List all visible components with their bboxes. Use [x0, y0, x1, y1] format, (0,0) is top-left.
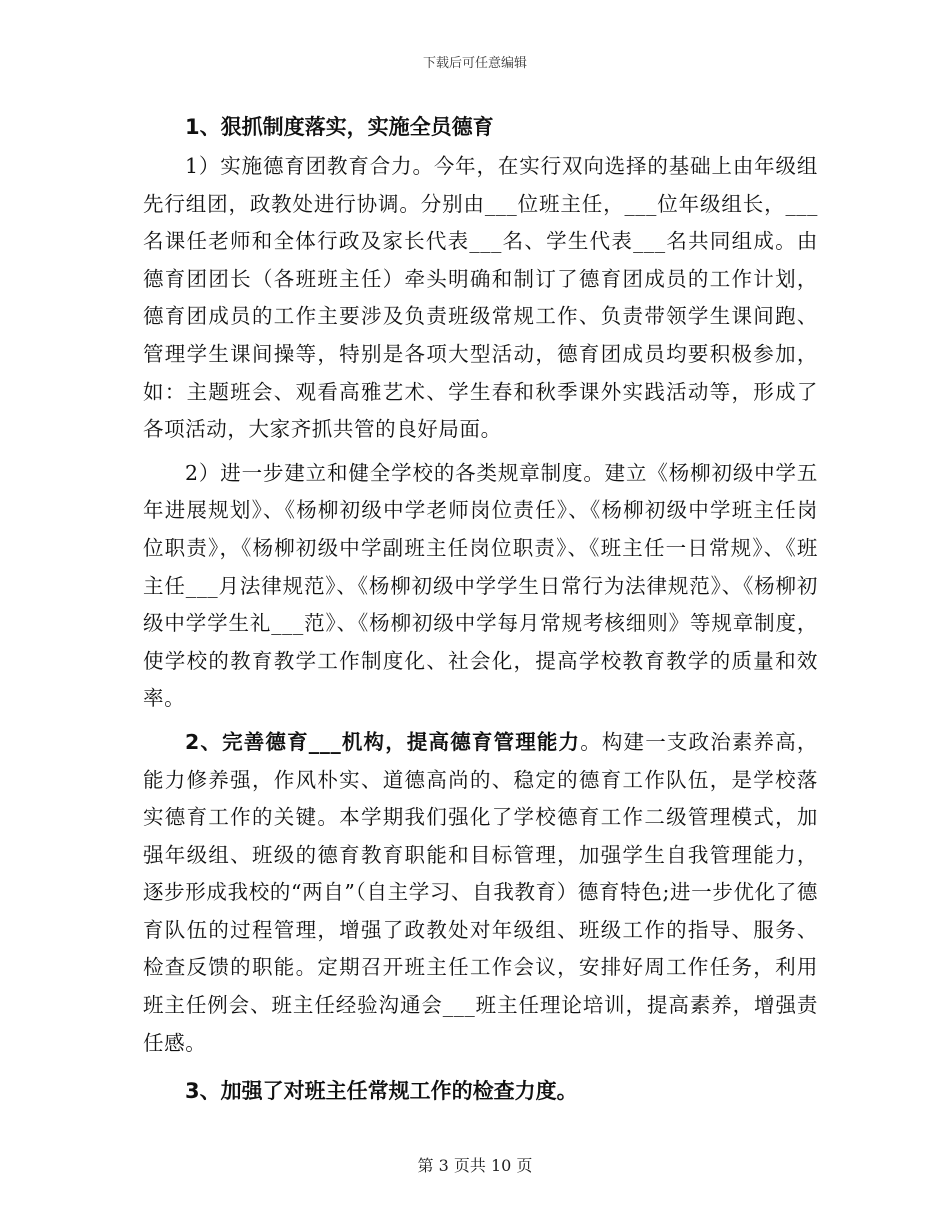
section-2-body: 。构建一支政治素养高，能力修养强，作风朴实、道德高尚的、稳定的德育工作队伍，是学校落实德育工作的关键。本学期我们强化了学校德育工作二级管理模式，加强年级组、班级的德育教育职能和目标管理，加强学生自我管理能力，逐步形成我校的“两自”（自主学习、自我教育）德育特色;进一步优化了德育队伍的过程管理，增强了政教处对年级组、班级工作的指导、服务、检查反馈的职能。定期召开班主任工作会议，安排好周工作任务，利用班主任例会、班主任经验沟通会___班主任理论培训，提高素养，增强责任感。 [143, 729, 818, 1055]
section-1-paragraph-1: 1）实施德育团教育合力。今年，在实行双向选择的基础上由年级组先行组团，政教处进行协调。分别由___位班主任，___位年级组长，___名课任老师和全体行政及家长代表___名、学生代表___名共同组成。由德育团团长（各班班主任）牵头明确和制订了德育团成员的工作计划，德育团成员的工作主要涉及负责班级常规工作、负责带领学生课间跑、管理学生课间操等，特别是各项大型活动，德育团成员均要积极参加，如：主题班会、观看高雅艺术、学生春和秋季课外实践活动等，形成了各项活动，大家齐抓共管的良好局面。 [143, 154, 818, 442]
document-body [143, 108, 818, 1110]
section-3-heading: 3、加强了对班主任常规工作的检查力度。 [185, 1079, 578, 1104]
page-number-footer: 第 3 页共 10 页 [417, 1156, 533, 1175]
section-1-paragraph-2: 2）进一步建立和健全学校的各类规章制度。建立《杨柳初级中学五年进展规划》、《杨柳初级中学老师岗位责任》、《杨柳初级中学班主任岗位职责》，《杨柳初级中学副班主任岗位职责》、《班主任一日常规》、《班主任___月法律规范》、《杨柳初级中学学生日常行为法律规范》、《杨柳初级中学学生礼___范》、《杨柳初级中学每月常规考核细则》等规章制度，使学校的教育教学工作制度化、社会化，提高学校教育教学的质量和效率。 [143, 460, 818, 711]
section-1-heading: 1、狠抓制度落实，实施全员德育 [185, 115, 494, 139]
section-2-paragraph [143, 724, 818, 1062]
header-note: 下载后可任意编辑 [422, 56, 527, 71]
section-2-heading: 2、完善德育___机构，提高德育管理能力 [185, 729, 581, 754]
